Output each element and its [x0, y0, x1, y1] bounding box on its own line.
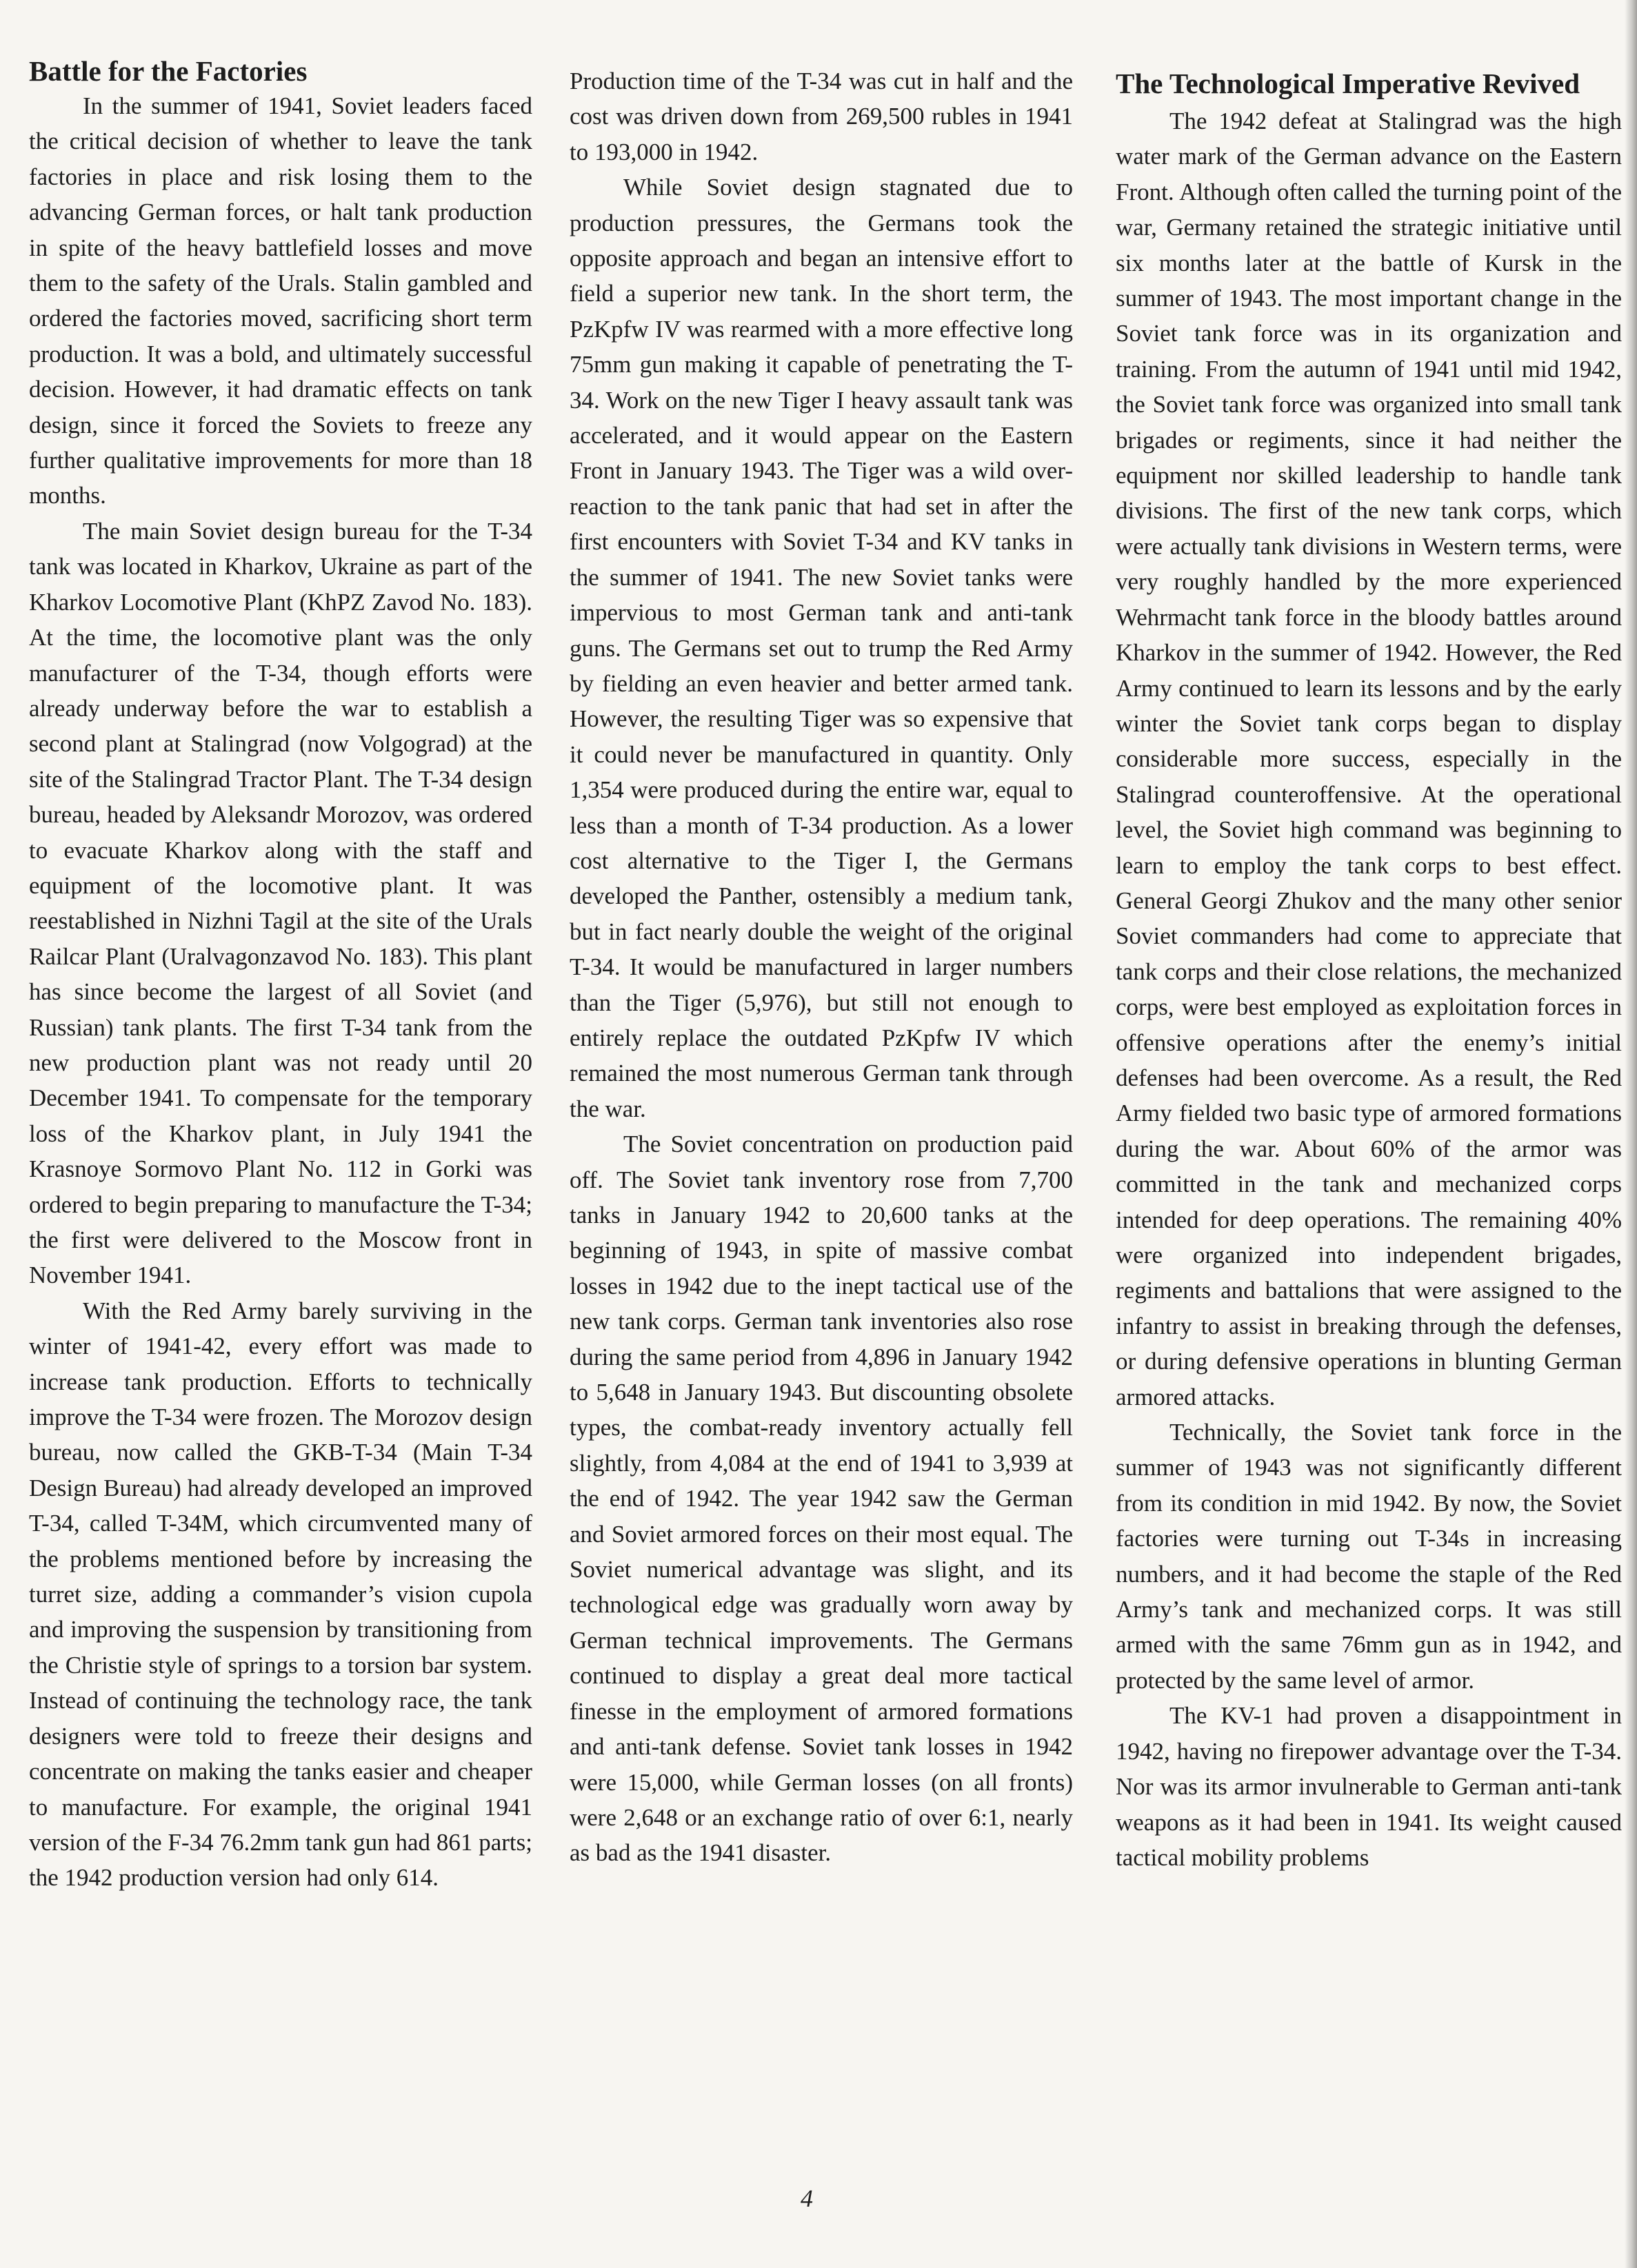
paragraph: Technically, the Soviet tank force in the summer of 1943 was not significantly different from its condition in mid 1942. By now, the Soviet factories were turning out T-34s in increasing numbers, and it had become the staple of the Red Army’s tank and mechanized corps. It was still armed with the same 76mm gun as in 1942, and protected by the same level of armor.: [1116, 1419, 1622, 1694]
paragraph: With the Red Army barely surviving in the winter of 1941-42, every effort was made to increase tank production. Efforts to technically improve the T-34 were frozen. The Morozov design bureau, now called the GKB-T-34 (Main T-34 Design Bureau) had already developed an improved T-34, called T-34M, which circumvented many of the problems mentioned before by increasing the turret size, adding a commander’s vision cupola and improving the suspension by transitioning from the Christie style of springs to a torsion bar system. Instead of continuing the technology race, the tank designers were told to freeze their designs and concentrate on making the tanks easier and cheaper to manufacture. For example, the original 1941 version of the F-34 76.2mm tank gun had 861 parts; the 1942 production version had only 614.: [29, 1297, 532, 1892]
paragraph: The main Soviet design bureau for the T-34 tank was located in Kharkov, Ukraine as part of the Kharkov Locomotive Plant (KhPZ Zavod No. 183). At the time, the locomotive plant was the only manufacturer of the T-34, though efforts were already underway before the war to establish a second plant at Stalingrad (now Volgograd) at the site of the Stalingrad Tractor Plant. The T-34 design bureau, headed by Aleksandr Morozov, was ordered to evacuate Kharkov along with the staff and equipment of the locomotive plant. It was reestablished in Nizhni Tagil at the site of the Urals Railcar Plant (Uralvagonzavod No. 183). This plant has since become the largest of all Soviet (and Russian) tank plants. The first T-34 tank from the new production plant was not ready until 20 December 1941. To compensate for the temporary loss of the Kharkov plant, in July 1941 the Krasnoye Sormovo Plant No. 112 in Gorki was ordered to begin preparing to manufacture the T-34; the first were delivered to the Moscow front in November 1941.: [29, 517, 532, 1289]
page-number: 4: [801, 2185, 813, 2212]
column-3: [1116, 66, 1622, 1875]
page-edge-shadow: [1625, 0, 1637, 2268]
paragraph: Production time of the T-34 was cut in half and the cost was driven down from 269,500 rubles in 1941 to 193,000 in 1942.: [570, 68, 1073, 165]
paragraph: The Soviet concentration on production paid off. The Soviet tank inventory rose from 7,700 tanks in January 1942 to 20,600 tanks at the beginning of 1943, in spite of massive combat losses in 1942 due to the inept tactical use of the new tank corps. German tank inventories also rose during the same period from 4,896 in January 1942 to 5,648 in January 1943. But discounting obsolete types, the combat-ready inventory actually fell slightly, from 4,084 at the end of 1941 to 3,939 at the end of 1942. The year 1942 saw the German and Soviet armored forces on their most equal. The Soviet numerical advantage was slight, and its technological edge was gradually worn away by German technical improvements. The Germans continued to display a great deal more tactical finesse in the employment of armored formations and anti-tank defense. Soviet tank losses in 1942 were 15,000, while German losses (on all fronts) were 2,648 or an exchange ratio of over 6:1, nearly as bad as the 1941 disaster.: [570, 1131, 1073, 1867]
paragraph: While Soviet design stagnated due to production pressures, the Germans took the opposite approach and began an intensive effort to field a superior new tank. In the short term, the PzKpfw IV was rearmed with a more effective long 75mm gun making it capable of penetrating the T-34. Work on the new Tiger I heavy assault tank was accelerated, and it would appear on the Eastern Front in January 1943. The Tiger was a wild over-reaction to the tank panic that had set in after the first encounters with Soviet T-34 and KV tanks in the summer of 1941. The new Soviet tanks were impervious to most German tank and anti-tank guns. The Germans set out to trump the Red Army by fielding an even heavier and better armed tank. However, the resulting Tiger was so expensive that it could never be manufactured in quantity. Only 1,354 were produced during the entire war, equal to less than a month of T-34 production. As a lower cost alternative to the Tiger I, the Germans developed the Panther, ostensibly a medium tank, but in fact nearly double the weight of the original T-34. It would be manufactured in larger numbers than the Tiger (5,976), but still not enough to entirely replace the outdated PzKpfw IV which remained the most numerous German tank through the war.: [570, 174, 1073, 1122]
column-1: [29, 54, 532, 1896]
section-heading-battle-for-the-factories: Battle for the Factories: [29, 55, 308, 87]
paragraph: In the summer of 1941, Soviet leaders faced the critical decision of whether to leave the tank factories in place and risk losing them to the advancing German forces, or halt tank production in spite of the heavy battlefield losses and move them to the safety of the Urals. Stalin gambled and ordered the factories moved, sacrificing short term production. It was a bold, and ultimately successful decision. However, it had dramatic effects on tank design, since it forced the Soviets to freeze any further qualitative improvements for more than 18 months.: [29, 92, 532, 509]
column-2: [570, 63, 1073, 1871]
paragraph: The 1942 defeat at Stalingrad was the high water mark of the German advance on the Eastern Front. Although often called the turning point of the war, Germany retained the strategic initiative until six months later at the battle of Kursk in the summer of 1943. The most important change in the Soviet tank force was in its organization and training. From the autumn of 1941 until mid 1942, the Soviet tank force was organized into small tank brigades or regiments, since it had neither the equipment nor skilled leadership to handle tank divisions. The first of the new tank corps, which were actually tank divisions in Western terms, were very roughly handled by the more experienced Wehrmacht tank force in the bloody battles around Kharkov in the summer of 1942. However, the Red Army continued to learn its lessons and by the early winter the Soviet tank corps began to display considerable more success, especially in the Stalingrad counteroffensive. At the operational level, the Soviet high command was beginning to learn to employ the tank corps to best effect. General Georgi Zhukov and the many other senior Soviet commanders had come to appreciate that tank corps and their close relations, the mechanized corps, were best employed as exploitation forces in offensive operations after the enemy’s initial defenses had been overcome. As a result, the Red Army fielded two basic type of armored formations during the war. About 60% of the armor was committed in the tank and mechanized corps intended for deep operations. The remaining 40% were organized into independent brigades, regiments and battalions that were assigned to the infantry to assist in breaking through the defenses, or during defensive operations in blunting German armored attacks.: [1116, 108, 1622, 1410]
paragraph: The KV-1 had proven a disappointment in 1942, having no firepower advantage over the T-34. Nor was its armor invulnerable to German anti-tank weapons as it had been in 1941. Its weight caused tactical mobility problems: [1116, 1702, 1622, 1871]
section-heading-technological-imperative: The Technological Imperative Revived: [1116, 68, 1580, 99]
